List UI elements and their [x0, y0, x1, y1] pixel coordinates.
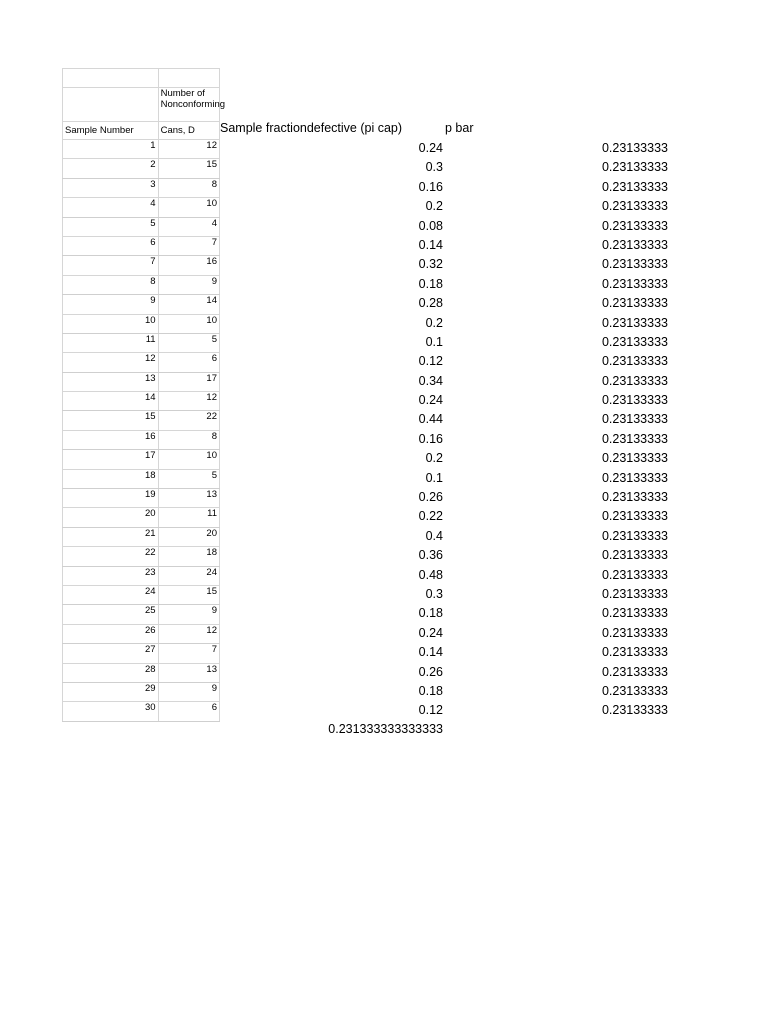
table-row — [63, 489, 220, 508]
table-row — [63, 624, 220, 643]
nonconforming-count-cell: 6 — [158, 353, 219, 372]
table-row — [63, 295, 220, 314]
pbar-value: 0.23133333 — [601, 528, 668, 543]
table-row — [63, 217, 220, 236]
fraction-value: 0.1 — [425, 334, 443, 349]
fraction-value: 0.14 — [418, 237, 443, 252]
sample-number-cell: 29 — [63, 682, 159, 701]
fraction-value: 0.16 — [418, 431, 443, 446]
table-row — [63, 372, 220, 391]
nonconforming-count-cell: 15 — [158, 585, 219, 604]
header-row — [63, 88, 220, 122]
fraction-value: 0.3 — [425, 586, 443, 601]
table-row — [63, 566, 220, 585]
pbar-value: 0.23133333 — [601, 393, 668, 408]
pbar-value: 0.23133333 — [601, 354, 668, 369]
pbar-value: 0.23133333 — [601, 315, 668, 330]
sample-number-cell: 17 — [63, 450, 159, 469]
fraction-value: 0.2 — [425, 315, 443, 330]
fraction-value: 0.18 — [418, 606, 443, 621]
table-row — [63, 333, 220, 352]
pbar-column — [540, 139, 668, 721]
fraction-value: 0.18 — [418, 276, 443, 291]
pbar-value: 0.23133333 — [601, 625, 668, 640]
header-cell-nonconforming — [158, 88, 226, 122]
pbar-value: 0.23133333 — [601, 470, 668, 485]
sample-number-cell: 13 — [63, 372, 159, 391]
sample-number-cell: 12 — [63, 353, 159, 372]
sample-number-cell: 16 — [63, 430, 159, 449]
nonconforming-count-cell: 24 — [158, 566, 219, 585]
nonconforming-count-cell: 9 — [158, 605, 219, 624]
sample-number-cell: 25 — [63, 605, 159, 624]
table-row — [63, 508, 220, 527]
table-row — [63, 430, 220, 449]
pbar-value: 0.23133333 — [601, 296, 668, 311]
fraction-value: 0.26 — [418, 664, 443, 679]
table-row — [63, 682, 220, 701]
fraction-value: 0.24 — [418, 141, 443, 155]
nonconforming-count-cell: 7 — [158, 236, 219, 255]
nonconforming-count-cell: 17 — [158, 372, 219, 391]
pbar-value: 0.23133333 — [601, 334, 668, 349]
sample-number-cell: 20 — [63, 508, 159, 527]
sample-number-cell: 2 — [63, 159, 159, 178]
nonconforming-count-cell: 12 — [158, 140, 219, 159]
pbar-value: 0.23133333 — [601, 160, 668, 175]
table-row — [63, 314, 220, 333]
nonconforming-count-cell: 10 — [158, 198, 219, 217]
pbar-column-header: p bar — [445, 121, 474, 135]
nonconforming-count-cell: 12 — [158, 392, 219, 411]
fraction-column-header: Sample fractiondefective (pi cap) — [220, 121, 403, 135]
fraction-value: 0.12 — [418, 354, 443, 369]
sample-number-cell: 30 — [63, 702, 159, 721]
table-row — [63, 469, 220, 488]
sample-number-cell: 28 — [63, 663, 159, 682]
nonconforming-count-cell: 14 — [158, 295, 219, 314]
pbar-value: 0.23133333 — [601, 412, 668, 427]
nonconforming-count-cell: 12 — [158, 624, 219, 643]
fraction-value: 0.14 — [418, 645, 443, 660]
nonconforming-count-cell: 13 — [158, 663, 219, 682]
table-row — [63, 178, 220, 197]
fraction-value: 0.12 — [418, 703, 443, 718]
nonconforming-count-cell: 20 — [158, 527, 219, 546]
nonconforming-count-cell: 8 — [158, 178, 219, 197]
sample-number-header: Sample Number — [63, 122, 159, 140]
sample-number-cell: 26 — [63, 624, 159, 643]
table-row — [63, 644, 220, 663]
fraction-value: 0.2 — [425, 199, 443, 214]
fraction-value: 0.34 — [418, 373, 443, 388]
blank-row — [63, 69, 220, 88]
header-cell-empty — [63, 88, 159, 122]
pbar-value: 0.23133333 — [601, 703, 668, 718]
pbar-value: 0.23133333 — [601, 509, 668, 524]
fraction-value: 0.3 — [425, 160, 443, 175]
fraction-average: 0.231333333333333 — [328, 722, 443, 736]
cans-d-header: Cans, D — [158, 122, 219, 140]
blank-cell — [158, 69, 219, 88]
table-row — [63, 605, 220, 624]
nonconforming-count-cell: 5 — [158, 469, 219, 488]
nonconforming-count-cell: 11 — [158, 508, 219, 527]
nonconforming-cans-table — [62, 68, 226, 722]
fraction-value: 0.24 — [418, 625, 443, 640]
table-row — [63, 159, 220, 178]
fraction-value: 0.22 — [418, 509, 443, 524]
pbar-value: 0.23133333 — [601, 567, 668, 582]
fraction-value: 0.24 — [418, 393, 443, 408]
pbar-value: 0.23133333 — [601, 606, 668, 621]
pbar-value: 0.23133333 — [601, 645, 668, 660]
sample-number-cell: 15 — [63, 411, 159, 430]
nonconforming-header-label: Number of Nonconforming — [160, 88, 226, 110]
sample-number-cell: 5 — [63, 217, 159, 236]
sample-number-cell: 22 — [63, 547, 159, 566]
sample-number-cell: 18 — [63, 469, 159, 488]
table-row — [63, 547, 220, 566]
fraction-value: 0.08 — [418, 218, 443, 233]
nonconforming-count-cell: 15 — [158, 159, 219, 178]
nonconforming-count-cell: 9 — [158, 682, 219, 701]
sample-number-cell: 1 — [63, 140, 159, 159]
pbar-value: 0.23133333 — [601, 218, 668, 233]
nonconforming-count-cell: 4 — [158, 217, 219, 236]
table-row — [63, 275, 220, 294]
sample-number-cell: 9 — [63, 295, 159, 314]
sample-number-cell: 7 — [63, 256, 159, 275]
sample-number-cell: 21 — [63, 527, 159, 546]
pbar-value: 0.23133333 — [601, 664, 668, 679]
table-row — [63, 256, 220, 275]
fraction-value: 0.18 — [418, 683, 443, 698]
blank-cell — [63, 69, 159, 88]
fraction-value: 0.36 — [418, 548, 443, 563]
nonconforming-count-cell: 18 — [158, 547, 219, 566]
pbar-value: 0.23133333 — [601, 490, 668, 505]
sample-number-cell: 14 — [63, 392, 159, 411]
table-row — [63, 585, 220, 604]
sample-number-cell: 19 — [63, 489, 159, 508]
table-row — [63, 450, 220, 469]
fraction-value: 0.44 — [418, 412, 443, 427]
table-row — [63, 140, 220, 159]
nonconforming-count-cell: 10 — [158, 314, 219, 333]
nonconforming-count-cell: 8 — [158, 430, 219, 449]
sample-number-cell: 3 — [63, 178, 159, 197]
pbar-value: 0.23133333 — [601, 431, 668, 446]
fraction-value: 0.16 — [418, 179, 443, 194]
fraction-value: 0.2 — [425, 451, 443, 466]
header-row-2 — [63, 122, 220, 140]
table-row — [63, 527, 220, 546]
nonconforming-count-cell: 7 — [158, 644, 219, 663]
table-row — [63, 663, 220, 682]
pbar-value: 0.23133333 — [601, 548, 668, 563]
fraction-value: 0.28 — [418, 296, 443, 311]
table-row — [63, 236, 220, 255]
pbar-value: 0.23133333 — [601, 179, 668, 194]
sample-number-cell: 6 — [63, 236, 159, 255]
nonconforming-count-cell: 16 — [158, 256, 219, 275]
nonconforming-count-cell: 9 — [158, 275, 219, 294]
sample-number-cell: 24 — [63, 585, 159, 604]
nonconforming-count-cell: 22 — [158, 411, 219, 430]
nonconforming-count-cell: 13 — [158, 489, 219, 508]
pbar-value: 0.23133333 — [601, 683, 668, 698]
pbar-value: 0.23133333 — [601, 586, 668, 601]
pbar-value: 0.23133333 — [601, 276, 668, 291]
fraction-value: 0.4 — [425, 528, 443, 543]
sample-number-cell: 23 — [63, 566, 159, 585]
sample-number-cell: 27 — [63, 644, 159, 663]
table-row — [63, 198, 220, 217]
nonconforming-count-cell: 6 — [158, 702, 219, 721]
pbar-value: 0.23133333 — [601, 237, 668, 252]
table-row — [63, 702, 220, 721]
sample-number-cell: 10 — [63, 314, 159, 333]
nonconforming-count-cell: 5 — [158, 333, 219, 352]
fraction-value: 0.1 — [425, 470, 443, 485]
table-row — [63, 411, 220, 430]
pbar-value: 0.23133333 — [601, 199, 668, 214]
fraction-column — [300, 139, 443, 721]
nonconforming-count-cell: 10 — [158, 450, 219, 469]
sample-number-cell: 4 — [63, 198, 159, 217]
table-row — [63, 353, 220, 372]
pbar-value: 0.23133333 — [601, 451, 668, 466]
table-row — [63, 392, 220, 411]
sample-number-cell: 8 — [63, 275, 159, 294]
fraction-value: 0.32 — [418, 257, 443, 272]
sample-number-cell: 11 — [63, 333, 159, 352]
pbar-value: 0.23133333 — [601, 141, 668, 155]
fraction-value: 0.26 — [418, 490, 443, 505]
fraction-value: 0.48 — [418, 567, 443, 582]
pbar-value: 0.23133333 — [601, 257, 668, 272]
pbar-value: 0.23133333 — [601, 373, 668, 388]
